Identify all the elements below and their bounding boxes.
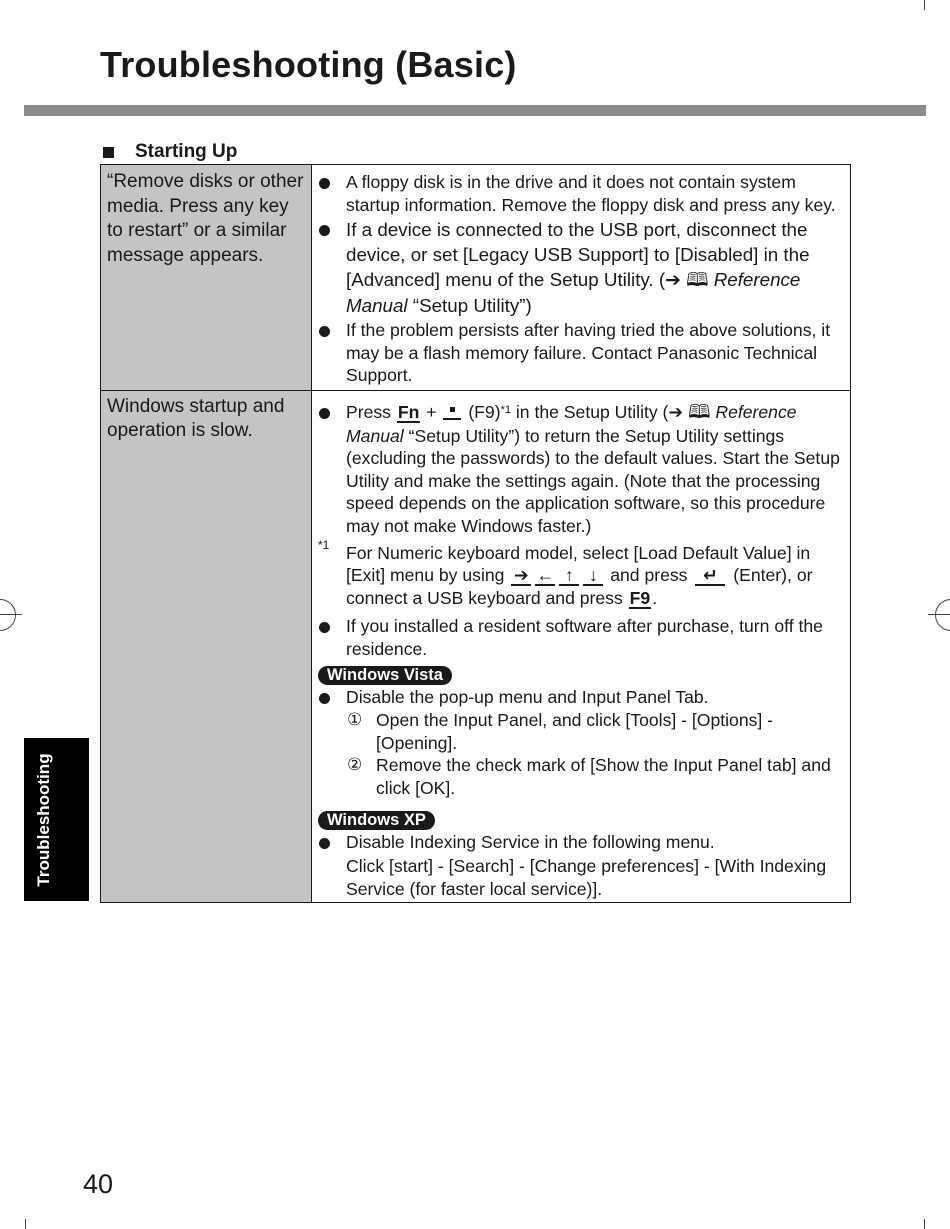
bullet-text: “Setup Utility”) <box>408 425 521 446</box>
up-arrow-key: ↑ <box>559 566 579 586</box>
enter-key: ↵ <box>695 566 725 586</box>
reference-manual-link: Reference Manual <box>346 269 801 317</box>
solution-bullet: Disable Indexing Service in the following menu. <box>318 831 842 854</box>
os-label-row <box>318 807 842 831</box>
book-icon: 🕮 <box>686 270 709 292</box>
bullet-text: If a device is connected to the USB port, disconnect the device, or set [Legacy USB Support] to [Disabled] in the [Advanced] menu of the Setup Utility. ( <box>346 219 810 291</box>
problem-cell: “Remove disks or other media. Press any key to restart” or a similar message appears. <box>101 165 312 391</box>
arrow-icon: ➔ <box>665 269 681 291</box>
page-title: Troubleshooting (Basic) <box>100 44 517 85</box>
solution-bullet <box>318 401 842 538</box>
table-row <box>101 165 851 391</box>
windows-vista-label: Windows Vista <box>318 666 452 685</box>
solution-bullet: If the problem persists after having tried the above solutions, it may be a flash memory failure. Contact Panasonic Technical Support. <box>318 319 842 387</box>
bullet-text: in the Setup Utility ( <box>515 401 669 422</box>
footnote-text: or connect a USB keyboard and press <box>346 565 813 608</box>
crop-mark <box>924 0 925 10</box>
square-bullet-icon <box>103 147 114 158</box>
plus-sign: + <box>426 401 437 422</box>
step-number: ① <box>347 710 363 730</box>
footnote-ref: *1 <box>500 403 511 416</box>
dot-key-icon <box>443 404 461 420</box>
footnote-mark: *1 <box>318 537 330 552</box>
page-number: 40 <box>83 1169 114 1199</box>
numbered-step <box>318 754 842 799</box>
fn-key: Fn <box>397 401 420 422</box>
os-label-row <box>318 662 842 686</box>
solution-cell <box>312 165 851 391</box>
numbered-step <box>318 709 842 754</box>
right-arrow-key: ➔ <box>511 566 531 586</box>
solution-bullet <box>318 217 842 318</box>
reference-manual-link: Reference Manual <box>346 401 797 446</box>
table-row <box>101 390 851 902</box>
crop-mark <box>935 599 950 631</box>
arrow-icon: ➔ <box>668 401 684 422</box>
left-arrow-key: ← <box>536 565 555 586</box>
crop-mark <box>924 1219 925 1229</box>
solution-continuation: Click [start] - [Search] - [Change preferences] - [With Indexing Service (for faster local service)]. <box>346 856 827 899</box>
solution-cell <box>312 390 851 902</box>
solution-bullet: A floppy disk is in the drive and it does not contain system startup information. Remove the floppy disk and press any key. <box>318 171 842 216</box>
section-heading-text: Starting Up <box>135 141 238 162</box>
bullet-text: Press <box>346 401 391 422</box>
crop-mark <box>25 1219 26 1229</box>
period: . <box>652 587 658 608</box>
title-rule <box>24 105 926 116</box>
problem-cell: Windows startup and operation is slow. <box>101 390 312 902</box>
footnote <box>318 537 842 610</box>
footnote-text: and press <box>610 565 688 586</box>
side-tab-label: Troubleshooting <box>34 753 53 887</box>
f9-key: F9 <box>629 587 651 608</box>
crop-mark <box>0 599 16 631</box>
step-number: ② <box>347 755 363 775</box>
step-text: Open the Input Panel, and click [Tools] - [Options] - [Opening]. <box>376 710 774 753</box>
down-arrow-key: ↓ <box>583 566 603 586</box>
bullet-text: (F9) <box>468 401 501 422</box>
footnote-text: (Enter), <box>733 565 792 586</box>
bullet-text: to return the Setup Utility settings (excluding the passwords) to the default values. Start the Setup Utility and make the settings again. (Note that the processing speed depends on the application software, so this procedure may not make Windows faster.) <box>346 425 840 536</box>
book-icon: 🕮 <box>688 401 711 423</box>
step-text: Remove the check mark of [Show the Input Panel tab] and click [OK]. <box>376 755 831 798</box>
section-heading <box>103 141 237 163</box>
windows-xp-label: Windows XP <box>318 811 435 830</box>
bullet-text: “Setup Utility”) <box>412 295 532 317</box>
troubleshooting-table <box>100 164 851 903</box>
footnote-text: For Numeric keyboard model, select [Load Default Value] in [Exit] menu by using <box>346 542 811 586</box>
solution-bullet: If you installed a resident software after purchase, turn off the residence. <box>318 615 842 660</box>
solution-bullet: Disable the pop-up menu and Input Panel Tab. <box>318 686 842 709</box>
